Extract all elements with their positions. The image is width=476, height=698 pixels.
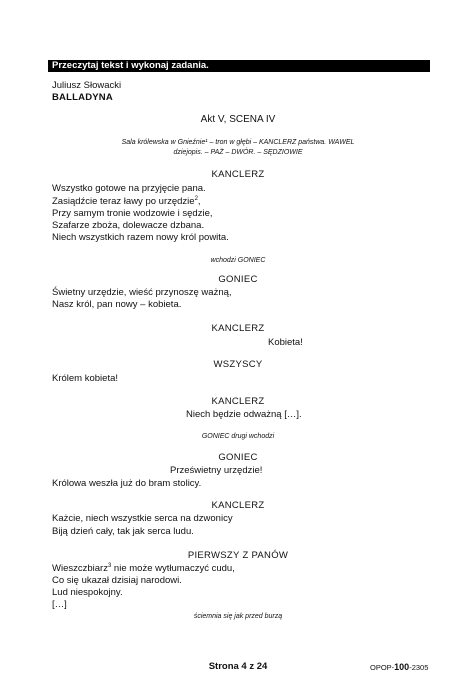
verse-line: […] [52,599,67,610]
speaker-pierwszy-z-panow: PIERWSZY Z PANÓW [187,550,289,561]
stage-direction-intro-line2: dziejopis. – PAŻ – DWÓR. – SĘDZIOWIE [173,149,303,156]
verse-line-indented: Niech będzie odważną […]. [186,409,302,420]
speaker-kanclerz: KANCLERZ [211,323,265,334]
footnote-marker: 3 [107,562,112,569]
verse-line-indented: Prześwietny urzędzie! [170,465,263,476]
exam-code-number: 100 [394,662,410,672]
verse-punct: , [197,196,201,207]
verse-line-with-footnote [52,196,201,207]
footnote-marker: 2 [194,195,198,202]
speaker-goniec: GONIEC [218,452,258,463]
speaker-kanclerz: KANCLERZ [211,396,265,407]
author-name: Juliusz Słowacki [52,80,122,91]
verse-line: Lud niespokojny. [52,587,123,598]
verse-line: Niech wszystkich razem nowy król powita. [52,232,229,243]
verse-line-with-footnote [52,563,235,574]
verse-text: Wieszczbiarz [52,563,108,574]
instruction-banner: Przeczytaj tekst i wykonaj zadania. [48,60,430,72]
speaker-kanclerz: KANCLERZ [211,169,265,180]
verse-line: Każcie, niech wszystkie serca na dzwonicy [52,513,233,524]
page-number: Strona 4 z 24 [208,661,268,672]
stage-direction-intro-line1: Sala królewska w Gnieźnie¹ – tron w głębi – KANCLERZ państwa. WAWEL [121,139,355,146]
verse-text: Zasiądźcie teraz ławy po urzędzie [52,196,195,207]
verse-line: Królowa weszła już do bram stolicy. [52,478,202,489]
verse-line: Królem kobieta! [52,373,119,384]
verse-line: Biją dzień cały, tak jak serca ludu. [52,526,194,537]
verse-line: Przy samym tronie wodzowie i sędzie, [52,208,213,219]
verse-line: Nasz król, pan nowy – kobieta. [52,299,182,310]
exam-code-prefix: OPOP- [370,663,395,672]
scene-heading: Akt V, SCENA IV [200,114,276,125]
exam-code-suffix: -2305 [409,663,429,672]
speaker-wszyscy: WSZYSCY [213,359,263,370]
speaker-kanclerz: KANCLERZ [211,500,265,511]
verse-line: Świetny urzędzie, wieść przynoszę ważną, [52,287,232,298]
stage-direction-goniec-enters: wchodzi GONIEC [210,257,266,264]
exam-code [370,662,428,672]
stage-direction-final: ściemnia się jak przed burzą [193,613,283,620]
verse-line: Szafarze zboża, dolewacze dzbana. [52,220,205,231]
work-title: BALLADYNA [52,92,113,103]
speaker-goniec: GONIEC [218,274,258,285]
stage-direction-goniec-drugi: GONIEC drugi wchodzi [201,433,275,440]
verse-line: Wszystko gotowe na przyjęcie pana. [52,183,206,194]
verse-text: nie może wytłumaczyć cudu, [111,563,235,574]
verse-line-indented: Kobieta! [268,337,303,348]
verse-line: Co się ukazał dzisiaj narodowi. [52,575,182,586]
